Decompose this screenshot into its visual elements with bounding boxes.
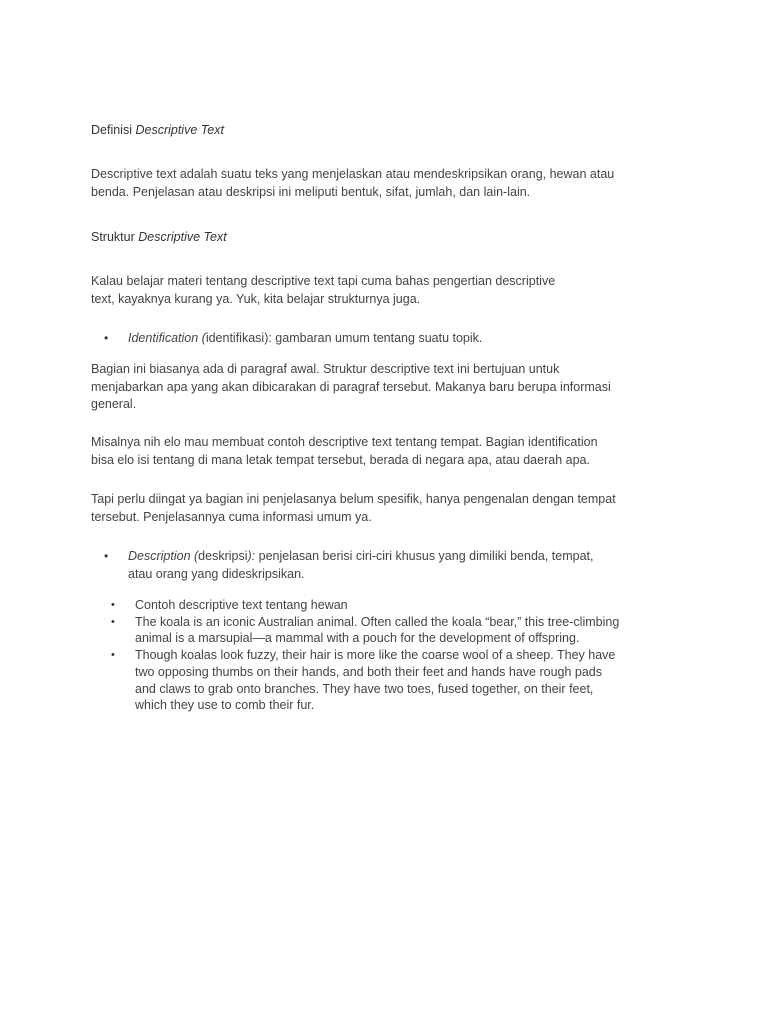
bullet-dot: • [104,331,109,345]
paragraph-struktur-intro [91,273,691,308]
bullet-rest: identifikasi): gambaran umum tentang suatu topik. [205,331,483,345]
bullet-description-text [128,548,668,583]
heading-struktur [91,229,227,246]
bullet-dot: • [111,649,115,662]
paragraph-definisi [91,166,691,201]
heading-definisi-italic: Descriptive Text [135,123,224,137]
bullet-term: Identification ( [128,331,206,345]
heading-definisi [91,122,224,139]
paragraph-line: text, kayaknya kurang ya. Yuk, kita belajar strukturnya juga. [91,291,421,306]
bullet-dot: • [111,615,115,628]
example-list-item [91,647,691,714]
paragraph-line: Bagian ini biasanya ada di paragraf awal. Struktur descriptive text ini bertujuan untuk [91,362,560,376]
bullet-dot: • [111,599,115,611]
paragraph-line: Descriptive text adalah suatu teks yang menjelaskan atau mendeskripsikan orang, hewan atau [91,167,615,181]
example-list [91,597,691,714]
paragraph-line: Kalau belajar materi tentang descriptive text tapi cuma bahas pengertian descriptive [91,274,556,288]
example-list-item [91,597,691,614]
example-line: two opposing thumbs on their hands, and both their feet and hands have rough pads [135,664,602,679]
example-item-text [135,597,675,614]
paragraph-line: menjabarkan apa yang akan dibicarakan di paragraf tersebut. Makanya baru berupa informasi [91,379,611,394]
bullet-dot: • [104,549,109,563]
paragraph-line: benda. Penjelasan atau deskripsi ini meliputi bentuk, sifat, jumlah, dan lain-lain. [91,184,531,199]
paragraph-identification-3 [91,491,691,526]
example-item-text [135,614,675,647]
paragraph-line: Tapi perlu diingat ya bagian ini penjelasanya belum spesifik, hanya pengenalan dengan tempat [91,492,616,506]
example-line: Contoh descriptive text tentang hewan [135,598,348,612]
paragraph-line: general. [91,397,137,411]
example-line: and claws to grab onto branches. They have two toes, fused together, on their feet, [135,681,594,696]
bullet-rest: penjelasan berisi ciri-ciri khusus yang dimiliki benda, tempat, [255,549,594,563]
heading-struktur-plain: Struktur [91,230,139,244]
paragraph-identification-2 [91,434,691,469]
example-list-item [91,614,691,647]
heading-struktur-italic: Descriptive Text [138,230,227,244]
paragraph-identification-1 [91,361,691,414]
bullet-identification-text [128,330,668,348]
heading-definisi-plain: Definisi [91,123,136,137]
bullet-term-word: deskripsi [198,549,248,563]
paragraph-line: bisa elo isi tentang di mana letak tempat tersebut, berada di negara apa, atau daerah apa. [91,452,590,467]
example-item-text [135,647,675,714]
example-line: which they use to comb their fur. [135,698,315,713]
bullet-term: Description ( [128,549,199,563]
bullet-description-line: atau orang yang dideskripsikan. [128,566,305,581]
example-line: The koala is an iconic Australian animal. Often called the koala “bear,” this tree-climbing [135,614,620,629]
example-line: Though koalas look fuzzy, their hair is more like the coarse wool of a sheep. They have [135,648,616,663]
bullet-description-line [128,548,668,566]
example-line: animal is a marsupial—a mammal with a pouch for the development of offspring. [135,631,580,646]
bullet-term-close: ): [247,549,256,563]
paragraph-line: Misalnya nih elo mau membuat contoh descriptive text tentang tempat. Bagian identification [91,435,598,449]
paragraph-line: tersebut. Penjelasannya cuma informasi umum ya. [91,509,372,524]
